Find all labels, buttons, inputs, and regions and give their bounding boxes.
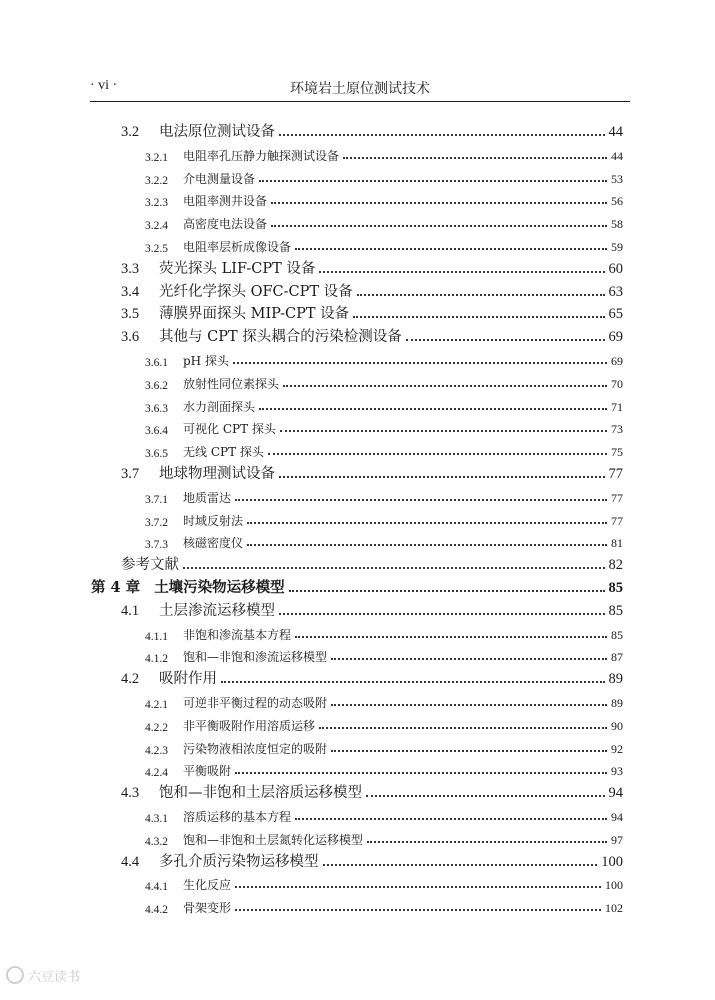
toc-entry-title: 土层渗流运移模型 xyxy=(159,602,275,619)
toc-entry xyxy=(0,531,715,551)
toc-leader-dots xyxy=(283,384,607,387)
toc-entry-page: 44 xyxy=(608,124,623,140)
toc-leader-dots xyxy=(279,133,605,136)
toc-entry-number: 4.1 xyxy=(121,602,140,619)
toc-leader-dots xyxy=(247,521,607,524)
toc-leader-dots xyxy=(289,589,605,592)
toc-entry-page: 56 xyxy=(611,194,623,209)
toc-entry-page: 93 xyxy=(611,764,623,779)
toc-entry xyxy=(0,395,715,415)
toc-entry xyxy=(0,623,715,643)
toc-entry xyxy=(0,121,715,141)
toc-entry xyxy=(0,737,715,757)
toc-entry-number: 4.3 xyxy=(121,785,140,802)
toc-leader-dots xyxy=(331,703,607,706)
toc-entry xyxy=(0,851,715,871)
toc-leader-dots xyxy=(319,726,607,729)
toc-entry-number: 3.3 xyxy=(121,260,140,277)
toc-entry-page: 44 xyxy=(611,148,623,163)
toc-entry-page: 65 xyxy=(608,306,623,323)
toc-entry-number: 3.6.1 xyxy=(145,357,168,369)
toc-leader-dots xyxy=(295,635,607,638)
toc-entry-page: 60 xyxy=(608,260,623,277)
toc-entry-page: 73 xyxy=(611,422,623,437)
toc-leader-dots xyxy=(331,749,607,752)
toc-entry-page: 75 xyxy=(611,445,623,460)
toc-entry-page: 77 xyxy=(608,466,623,482)
toc-entry xyxy=(0,600,715,620)
toc-entry-title: 无线 CPT 探头 xyxy=(183,445,264,460)
toc-entry-number: 3.2.5 xyxy=(145,243,168,255)
toc-entry-number: 4.4 xyxy=(121,853,140,870)
toc-leader-dots xyxy=(295,817,607,820)
toc-entry-title: pH 探头 xyxy=(183,354,229,368)
toc-leader-dots xyxy=(235,498,607,501)
toc-entry-page: 92 xyxy=(611,741,623,756)
toc-entry-title: 时域反射法 xyxy=(183,513,244,528)
toc-entry-page: 58 xyxy=(611,217,623,232)
toc-entry-page: 100 xyxy=(605,878,623,893)
toc-entry-title: 其他与 CPT 探头耦合的污染检测设备 xyxy=(159,329,402,346)
toc-entry xyxy=(0,486,715,506)
toc-leader-dots xyxy=(271,224,607,227)
header-page-number: · vi · xyxy=(90,78,118,93)
toc-entry-title: 多孔介质污染物运移模型 xyxy=(159,853,319,870)
toc-entry-page: 77 xyxy=(611,490,623,505)
toc-entry xyxy=(0,281,715,301)
toc-entry-page: 90 xyxy=(611,718,623,733)
toc-entry-page: 69 xyxy=(608,329,623,346)
toc-leader-dots xyxy=(259,179,607,182)
header-book-title: 环境岩土原位测试技术 xyxy=(290,81,430,97)
toc-entry xyxy=(0,691,715,711)
toc-entry-title: 电阻率测井设备 xyxy=(183,194,268,209)
toc-entry-title: 介电测量设备 xyxy=(183,171,256,186)
toc-entry-title: 地球物理测试设备 xyxy=(159,466,275,482)
toc-entry xyxy=(0,144,715,164)
toc-leader-dots xyxy=(280,429,607,432)
toc-entry-title: 骨架变形 xyxy=(183,901,232,916)
toc-entry xyxy=(0,645,715,665)
toc-entry-page: 94 xyxy=(608,785,623,802)
toc-leader-dots xyxy=(235,885,601,888)
toc-entry xyxy=(0,714,715,734)
toc-entry xyxy=(0,189,715,209)
toc-entry-number: 3.6 xyxy=(121,329,140,346)
toc-entry-title: 生化反应 xyxy=(183,878,232,893)
toc-entry-title: 非饱和渗流基本方程 xyxy=(183,627,292,642)
toc-leader-dots xyxy=(259,407,607,410)
toc-entry-page: 82 xyxy=(608,557,623,574)
toc-entry-number: 3.2.2 xyxy=(145,174,168,187)
toc-leader-dots xyxy=(271,201,607,204)
toc-entry-title: 电阻率孔压静力触探测试设备 xyxy=(183,148,340,163)
toc-entry-number: 3.7 xyxy=(121,466,140,482)
toc-entry xyxy=(0,463,715,483)
toc-leader-dots xyxy=(323,863,598,866)
toc-entry-title: 饱和—非饱和土层溶质运移模型 xyxy=(159,785,362,802)
toc-entry xyxy=(0,349,715,369)
watermark xyxy=(6,966,80,985)
toc-leader-dots xyxy=(279,612,605,615)
toc-entry-page: 89 xyxy=(608,671,623,688)
toc-entry-title: 饱和—非饱和渗流运移模型 xyxy=(183,650,328,665)
toc-entry-number: 3.6.4 xyxy=(145,425,168,438)
toc-entry xyxy=(0,554,715,574)
toc-entry-page: 85 xyxy=(608,580,623,596)
toc-entry-title: 吸附作用 xyxy=(159,671,217,688)
toc-entry-title: 溶质运移的基本方程 xyxy=(183,810,292,824)
toc-entry-number: 4.2.2 xyxy=(145,721,168,734)
page-header xyxy=(90,78,630,100)
toc-entry-page: 81 xyxy=(611,536,623,551)
toc-entry-page: 59 xyxy=(611,240,623,254)
toc-entry-number: 3.4 xyxy=(121,283,140,300)
toc-entry-number: 3.6.3 xyxy=(145,402,168,415)
toc-entry-number: 3.5 xyxy=(121,306,140,323)
toc-entry-title: 参考文献 xyxy=(121,557,179,574)
toc-entry xyxy=(0,873,715,893)
toc-leader-dots xyxy=(319,270,604,273)
header-rule xyxy=(90,101,630,102)
toc-entry-title: 电法原位测试设备 xyxy=(159,124,275,140)
toc-leader-dots xyxy=(235,771,607,774)
toc-entry-page: 102 xyxy=(605,901,623,916)
toc-entry-page: 77 xyxy=(611,513,623,528)
toc-entry xyxy=(0,440,715,460)
toc-leader-dots xyxy=(235,908,601,911)
toc-leader-dots xyxy=(357,293,605,296)
toc-entry-page: 94 xyxy=(611,810,623,824)
toc-entry xyxy=(0,326,715,346)
toc-entry-title: 可逆非平衡过程的动态吸附 xyxy=(183,696,328,710)
toc-entry-number: 4.4.2 xyxy=(145,904,168,917)
toc-leader-dots xyxy=(343,156,607,159)
toc-entry-number: 3.2 xyxy=(121,124,140,140)
toc-entry xyxy=(0,828,715,848)
toc-entry-title: 平衡吸附 xyxy=(183,764,232,779)
toc-entry-page: 100 xyxy=(601,853,623,870)
toc-entry-number: 3.7.2 xyxy=(145,516,168,529)
toc-leader-dots xyxy=(233,361,607,364)
toc-entry-title: 饱和—非饱和土层氮转化运移模型 xyxy=(183,832,364,847)
watermark-logo-icon xyxy=(6,966,24,984)
toc-entry-page: 71 xyxy=(611,399,623,414)
toc-entry xyxy=(0,258,715,278)
toc-entry-number: 第 4 章 xyxy=(91,579,141,596)
toc-entry-number: 3.2.1 xyxy=(145,151,168,164)
toc-entry-number: 3.7.1 xyxy=(145,493,168,506)
toc-entry-number: 4.2 xyxy=(121,671,140,688)
toc-entry-number: 4.2.1 xyxy=(145,699,168,711)
toc-entry xyxy=(0,668,715,688)
toc-entry-page: 97 xyxy=(611,832,623,847)
toc-entry-title: 污染物液相浓度恒定的吸附 xyxy=(183,741,328,756)
toc-entry-page: 63 xyxy=(608,283,623,300)
toc-entry-page: 85 xyxy=(611,627,623,642)
toc-entry-number: 4.2.3 xyxy=(145,744,168,757)
toc-entry-number: 3.2.3 xyxy=(145,197,168,210)
toc-entry-page: 87 xyxy=(611,650,623,665)
toc-entry xyxy=(0,167,715,187)
toc-entry xyxy=(0,303,715,323)
toc-entry-number: 3.2.4 xyxy=(145,220,168,233)
toc-entry-number: 4.1.1 xyxy=(145,630,168,643)
toc-entry-number: 3.6.5 xyxy=(145,448,168,461)
toc-entry-title: 薄膜界面探头 MIP-CPT 设备 xyxy=(159,306,350,323)
toc-leader-dots xyxy=(295,247,607,250)
toc-leader-dots xyxy=(367,840,607,843)
toc-entry-title: 荧光探头 LIF-CPT 设备 xyxy=(159,260,316,277)
toc-leader-dots xyxy=(183,566,605,569)
toc-entry-number: 4.4.1 xyxy=(145,881,168,894)
toc-entry-number: 4.3.1 xyxy=(145,813,168,825)
toc-leader-dots xyxy=(247,543,607,546)
toc-entry xyxy=(0,417,715,437)
toc-entry xyxy=(0,509,715,529)
toc-entry-title: 非平衡吸附作用溶质运移 xyxy=(183,718,316,733)
toc-leader-dots xyxy=(353,315,604,318)
toc-entry-page: 53 xyxy=(611,171,623,186)
toc-entry-number: 3.7.3 xyxy=(145,539,168,552)
toc-leader-dots xyxy=(406,338,605,341)
toc-leader-dots xyxy=(268,452,607,455)
toc-entry-title: 电阻率层析成像设备 xyxy=(183,240,292,254)
toc-entry-title: 核磁密度仪 xyxy=(183,536,244,551)
toc-entry-title: 水力剖面探头 xyxy=(183,399,256,414)
toc-entry-number: 4.1.2 xyxy=(145,653,168,666)
toc-entry-number: 4.2.4 xyxy=(145,767,168,780)
toc-entry-title: 地质雷达 xyxy=(183,490,232,505)
toc-entry-number: 4.3.2 xyxy=(145,835,168,848)
toc-entry-number: 3.6.2 xyxy=(145,379,168,392)
watermark-text: 六豆读书 xyxy=(28,970,81,985)
toc-entry xyxy=(0,782,715,802)
toc-entry-title: 放射性同位素探头 xyxy=(183,376,280,391)
toc-entry xyxy=(0,235,715,255)
toc-entry xyxy=(0,896,715,916)
toc-entry xyxy=(0,577,715,597)
toc-entry-page: 70 xyxy=(611,376,623,391)
toc-entry-title: 可视化 CPT 探头 xyxy=(183,422,276,437)
toc-entry-title: 土壤污染物运移模型 xyxy=(154,579,285,596)
toc-entry xyxy=(0,759,715,779)
toc-entry-page: 85 xyxy=(608,602,623,619)
toc-leader-dots xyxy=(331,657,607,660)
toc-entry xyxy=(0,372,715,392)
toc-leader-dots xyxy=(221,680,605,683)
toc-entry xyxy=(0,212,715,232)
toc-entry xyxy=(0,805,715,825)
toc-entry-page: 89 xyxy=(611,696,623,710)
toc-leader-dots xyxy=(366,794,605,797)
toc-entry-page: 69 xyxy=(611,354,623,368)
toc-entry-title: 光纤化学探头 OFC-CPT 设备 xyxy=(159,283,353,300)
toc-leader-dots xyxy=(279,475,605,478)
toc-entry-title: 高密度电法设备 xyxy=(183,217,268,232)
